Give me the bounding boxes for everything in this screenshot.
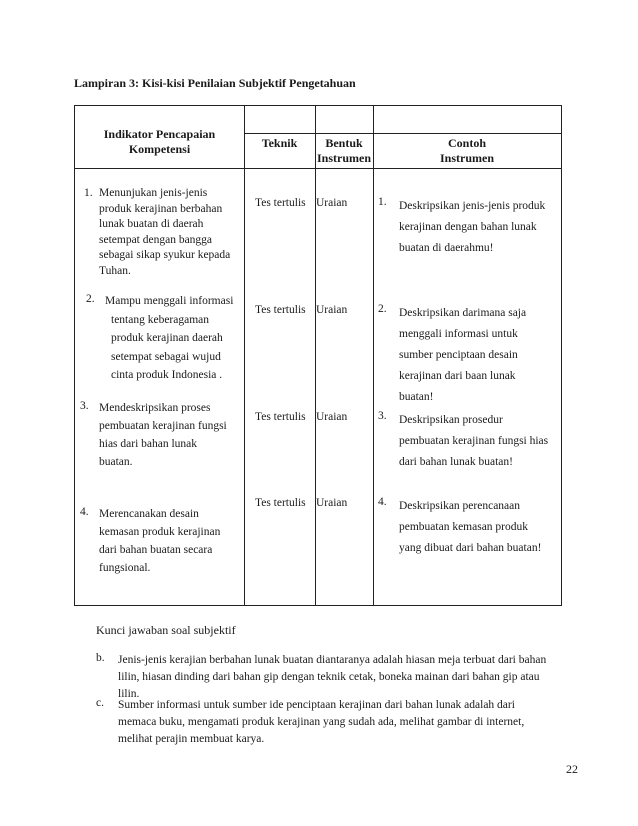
teknik-value: Tes tertulis bbox=[255, 304, 306, 316]
assessment-grid-table: Indikator Pencapaian Kompetensi Teknik Bentuk Instrumen Contoh Instrumen 1. Menunjukan jenis-jenis produk kerajinan berbahan lunak buatan di daerah setempat dengan bangga sebagai sikap syukur kepada Tuhan. Tes tertulis Uraian 1. Deskripsikan jenis-jenis produk kerajinan dengan bahan lunak buatan di daerahmu! 2. Mampu menggali informasi tentang keberagaman produk kerajinan daerah setempat sebagai wujud cinta produk Indonesia . Tes tertulis Uraian 2. Deskripsikan darimana saja menggali informasi untuk sumber penciptaan desain kerajinan dari baan lunak buatan! 3. Mendeskripsikan proses pembuatan kerajinan fungsi hias dari bahan lunak buatan. Tes tertulis Uraian 3. Deskripsikan prosedur pembuatan kerajinan fungsi hias dari bahan lunak buatan! 4. Merencanakan desain kemasan produk kerajinan dari bahan buatan secara fungsional. Tes tertulis Uraian 4. Deskripsikan perencanaan pembuatan kemasan produk yang dibuat dari bahan buatan! bbox=[74, 105, 562, 606]
header-teknik: Teknik bbox=[261, 136, 298, 150]
teknik-value: Tes tertulis bbox=[255, 411, 306, 423]
column-divider bbox=[244, 106, 245, 605]
teknik-value: Tes tertulis bbox=[255, 497, 306, 509]
bentuk-value: Uraian bbox=[316, 497, 348, 509]
page-title: Lampiran 3: Kisi-kisi Penilaian Subjektif Pengetahuan bbox=[74, 76, 356, 90]
column-divider bbox=[373, 106, 374, 605]
answer-key-title: Kunci jawaban soal subjektif bbox=[96, 623, 236, 637]
header-bottom-rule bbox=[75, 168, 561, 169]
page-number: 22 bbox=[566, 762, 578, 776]
bentuk-value: Uraian bbox=[316, 411, 348, 423]
header-bentuk-instrumen: Bentuk Instrumen bbox=[316, 136, 371, 165]
teknik-value: Tes tertulis bbox=[255, 197, 306, 209]
column-divider bbox=[315, 106, 316, 605]
bentuk-value: Uraian bbox=[316, 197, 348, 209]
header-contoh-instrumen: Contoh Instrumen bbox=[439, 136, 494, 165]
bentuk-value: Uraian bbox=[316, 304, 348, 316]
header-top-rule bbox=[244, 133, 561, 134]
header-indikator: Indikator Pencapaian Kompetensi bbox=[103, 127, 216, 156]
